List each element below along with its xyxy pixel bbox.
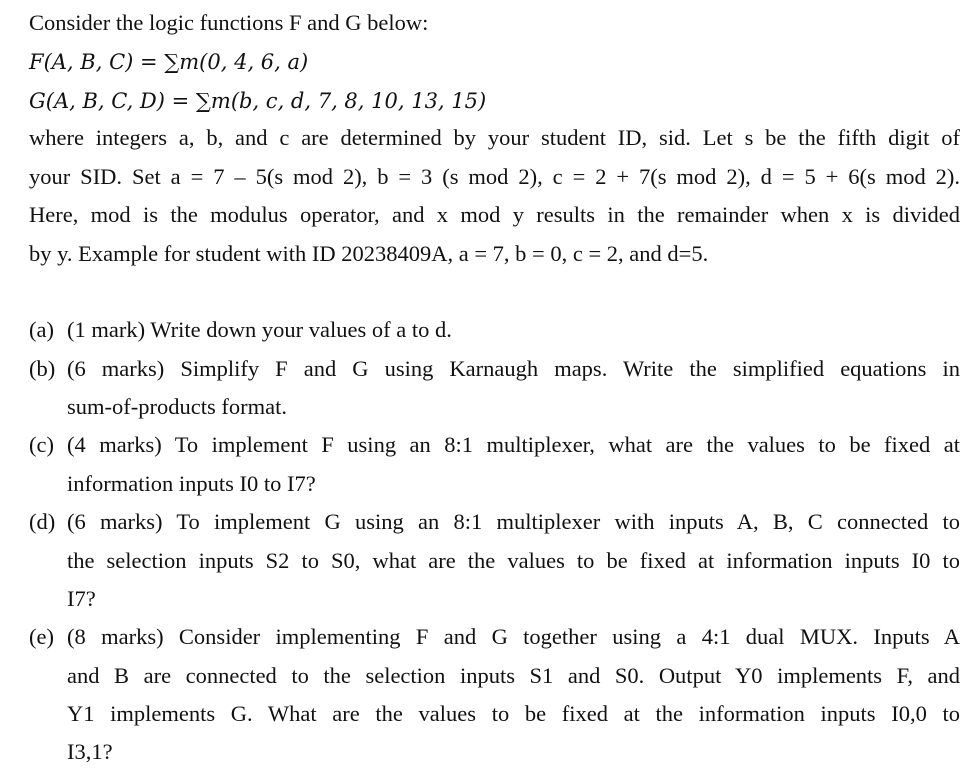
question-c-label: (c) [29, 432, 54, 457]
definition-line-4: by y. Example for student with ID 20238409A, a = 7, b = 0, c = 2, and d=5. [29, 241, 709, 266]
definition-line-2: your SID. Set a = 7 – 5(s mod 2), b = 3 (s mod 2), c = 2 + 7(s mod 2), d = 5 + 6(s mod 2). [29, 164, 960, 189]
question-d-text-2: the selection inputs S2 to S0, what are the values to be fixed at information inputs I0 to [67, 548, 960, 573]
equation-g: G(A, B, C, D) = ∑m(b, c, d, 7, 8, 10, 13, 15) [29, 89, 487, 113]
question-c-text-1: (4 marks) To implement F using an 8:1 multiplexer, what are the values to be fixed at [67, 432, 960, 457]
question-b-text-1: (6 marks) Simplify F and G using Karnaugh maps. Write the simplified equations in [67, 356, 960, 381]
question-a-text: (1 mark) Write down your values of a to d. [67, 317, 452, 342]
question-e-text-2: and B are connected to the selection inputs S1 and S0. Output Y0 implements F, and [67, 663, 960, 688]
question-d-text-3: I7? [67, 586, 96, 611]
question-e-text-4: I3,1? [67, 739, 113, 764]
question-e-text-1: (8 marks) Consider implementing F and G together using a 4:1 dual MUX. Inputs A [67, 624, 960, 649]
intro-text: Consider the logic functions F and G below: [29, 10, 429, 35]
question-b-text-2: sum-of-products format. [67, 394, 287, 419]
question-b-label: (b) [29, 356, 56, 381]
definition-line-1: where integers a, b, and c are determined by your student ID, sid. Let s be the fifth digit of [29, 125, 960, 150]
question-e-text-3: Y1 implements G. What are the values to be fixed at the information inputs I0,0 to [67, 701, 960, 726]
question-e-label: (e) [29, 624, 54, 649]
question-d-text-1: (6 marks) To implement G using an 8:1 multiplexer with inputs A, B, C connected to [67, 509, 960, 534]
question-a-label: (a) [29, 317, 54, 342]
question-d-label: (d) [29, 509, 56, 534]
question-c-text-2: information inputs I0 to I7? [67, 471, 316, 496]
equation-f: F(A, B, C) = ∑m(0, 4, 6, a) [29, 50, 309, 74]
definition-line-3: Here, mod is the modulus operator, and x mod y results in the remainder when x is divided [29, 202, 960, 227]
